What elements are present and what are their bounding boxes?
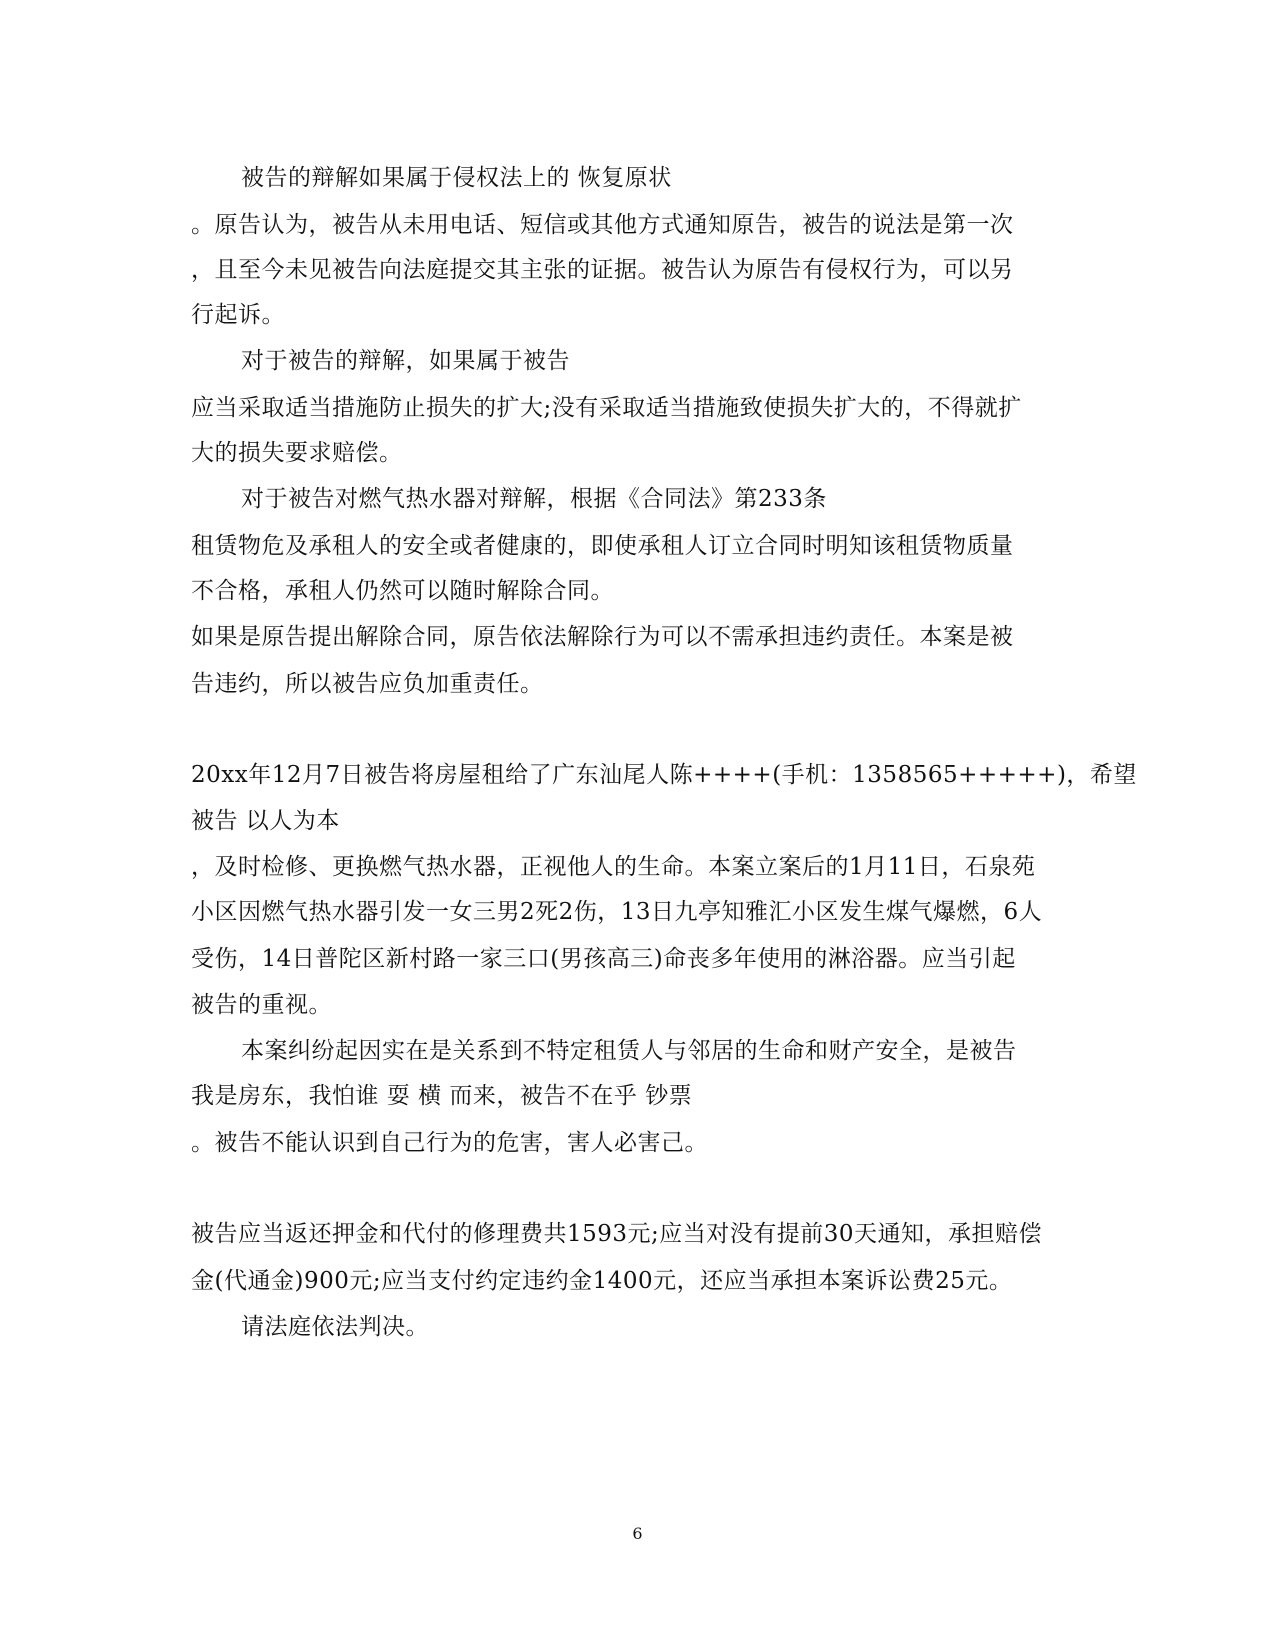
text-line: 如果是原告提出解除合同，原告依法解除行为可以不需承担违约责任。本案是被 [191, 624, 1014, 650]
page-number: 6 [632, 1524, 643, 1543]
text-line: 告违约，所以被告应负加重责任。 [191, 671, 544, 697]
text-line: 租赁物危及承租人的安全或者健康的，即使承租人订立合同时明知该租赁物质量 [191, 533, 1014, 559]
text-line: 金(代通金)900元;应当支付约定违约金1400元，还应当承担本案诉讼费25元。 [191, 1268, 1013, 1294]
text-line: 本案纠纷起因实在是关系到不特定租赁人与邻居的生命和财产安全，是被告 [241, 1038, 1017, 1064]
text-line: ，及时检修、更换燃气热水器，正视他人的生命。本案立案后的1月11日，石泉苑 [191, 854, 1036, 880]
text-line: 大的损失要求赔偿。 [191, 440, 403, 466]
text-line: 被告的辩解如果属于侵权法上的 恢复原状 [241, 165, 672, 191]
text-line: 被告应当返还押金和代付的修理费共1593元;应当对没有提前30天通知，承担赔偿 [191, 1221, 1043, 1247]
text-line: 不合格，承租人仍然可以随时解除合同。 [191, 578, 614, 604]
text-line: 我是房东，我怕谁 耍 横 而来，被告不在乎 钞票 [191, 1083, 693, 1109]
text-line: 小区因燃气热水器引发一女三男2死2伤，13日九亭知雅汇小区发生煤气爆燃，6人 [191, 899, 1043, 925]
text-line: 20xx年12月7日被告将房屋租给了广东汕尾人陈++++(手机：1358565+++++)，希望 [191, 762, 1137, 788]
text-line: 被告的重视。 [191, 992, 332, 1018]
text-line: 。被告不能认识到自己行为的危害，害人必害己。 [191, 1130, 708, 1156]
text-line: 受伤，14日普陀区新村路一家三口(男孩高三)命丧多年使用的淋浴器。应当引起 [191, 946, 1016, 972]
text-line: 对于被告对燃气热水器对辩解，根据《合同法》第233条 [241, 486, 827, 512]
text-line: ，且至今未见被告向法庭提交其主张的证据。被告认为原告有侵权行为，可以另 [191, 257, 1014, 283]
text-line: 行起诉。 [191, 302, 285, 328]
text-line: 被告 以人为本 [191, 808, 340, 834]
text-line: 请法庭依法判决。 [241, 1314, 429, 1340]
text-line: 。原告认为，被告从未用电话、短信或其他方式通知原告，被告的说法是第一次 [191, 212, 1014, 238]
text-line: 对于被告的辩解，如果属于被告 [241, 348, 570, 374]
text-line: 应当采取适当措施防止损失的扩大;没有采取适当措施致使损失扩大的，不得就扩 [191, 395, 1022, 421]
